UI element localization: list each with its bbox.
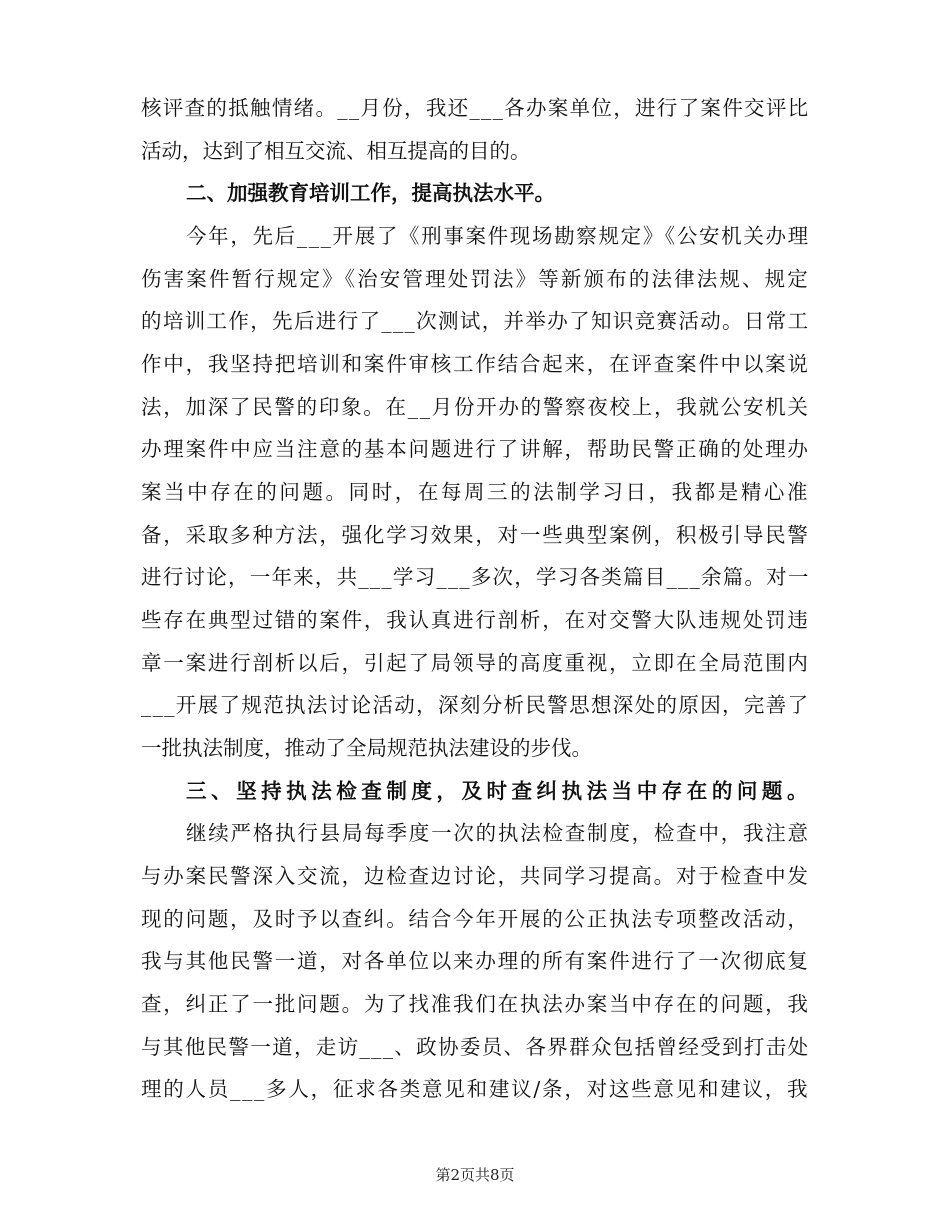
body-text-line: 活动，达到了相互交流、相互提高的目的。	[141, 139, 531, 163]
body-text-line: 进行讨论，一年来，共___学习___多次，学习各类篇目___余篇。对一	[141, 565, 810, 589]
section-heading-3: 三、坚持执法检查制度，及时查纠执法当中存在的问题。	[186, 779, 812, 803]
body-text-line: 查，纠正了一批问题。为了找准我们在执法办案当中存在的问题，我	[141, 992, 810, 1016]
section-heading-2: 二、加强教育培训工作，提高执法水平。	[186, 181, 555, 205]
body-text-line: 案当中存在的问题。同时，在每周三的法制学习日，我都是精心准	[141, 480, 811, 504]
body-text-line: 的培训工作，先后进行了___次测试，并举办了知识竞赛活动。日常工	[141, 309, 810, 333]
body-text-line: 核评查的抵触情绪。__月份，我还___各办案单位，进行了案件交评比	[141, 96, 810, 120]
body-text-line: 法，加深了民警的印象。在__月份开办的警察夜校上，我就公安机关	[141, 395, 810, 419]
body-text-line: 些存在典型过错的案件，我认真进行剖析，在对交警大队违规处罚违	[141, 608, 810, 632]
body-text-line: 现的问题，及时予以查纠。结合今年开展的公正执法专项整改活动，	[141, 907, 810, 931]
body-text-line: 今年，先后___开展了《刑事案件现场勘察规定》《公安机关办理	[186, 224, 810, 248]
body-text-line: 伤害案件暂行规定》《治安管理处罚法》等新颁布的法律法规、规定	[141, 267, 810, 291]
body-text-line: 备，采取多种方法，强化学习效果，对一些典型案例，积极引导民警	[141, 523, 810, 547]
body-text-line: 作中，我坚持把培训和案件审核工作结合起来，在评查案件中以案说	[141, 352, 810, 376]
body-text-line: 与办案民警深入交流，边检查边讨论，共同学习提高。对于检查中发	[141, 864, 810, 888]
body-text-line: 与其他民警一道，走访___、政协委员、各界群众包括曾经受到打击处	[141, 1035, 810, 1059]
body-text-line: 我与其他民警一道，对各单位以来办理的所有案件进行了一次彻底复	[141, 949, 810, 973]
body-text-line: 一批执法制度，推动了全局规范执法建设的步伐。	[141, 736, 592, 760]
body-text-line: 理的人员___多人，征求各类意见和建议/条，对这些意见和建议，我	[141, 1077, 810, 1101]
body-text-line: 章一案进行剖析以后，引起了局领导的高度重视，立即在全局范围内	[141, 651, 810, 675]
body-text-line: 继续严格执行县局每季度一次的执法检查制度，检查中，我注意	[186, 821, 810, 845]
page-number-footer: 第2页共8页	[435, 1166, 515, 1184]
body-text-line: ___开展了规范执法讨论活动，深刻分析民警思想深处的原因，完善了	[141, 693, 810, 717]
body-text-line: 办理案件中应当注意的基本问题进行了讲解，帮助民警正确的处理办	[141, 437, 810, 461]
